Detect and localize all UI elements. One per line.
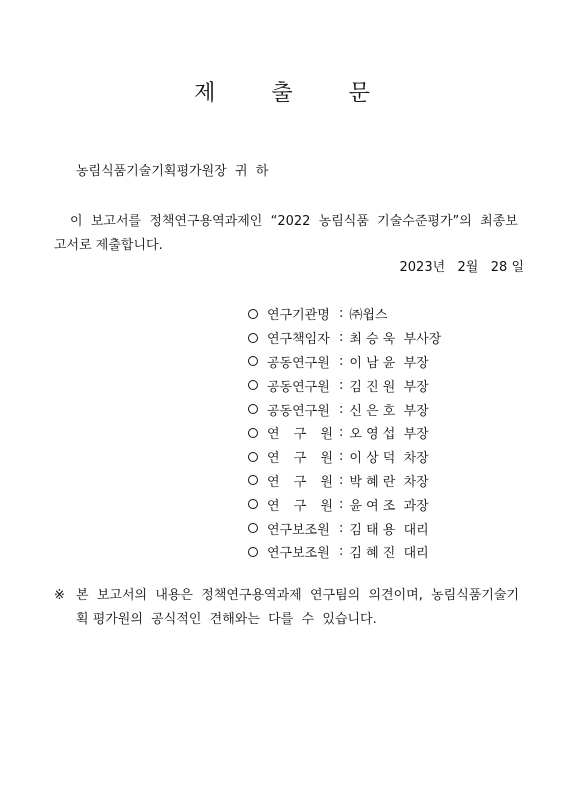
staff-row [248,492,441,516]
addressee-line: 농림식품기술기획평가원장 귀 하 [76,164,269,179]
circle-bullet-icon [248,404,258,414]
staff-value: ㈜윕스 [349,308,388,324]
staff-role: 연구보조원 [267,546,330,562]
reference-mark-icon: ※ [54,588,65,603]
staff-separator: : [339,449,344,465]
circle-bullet-icon [248,452,258,462]
staff-value: 김 진 원 부장 [349,379,429,395]
staff-value: 오 영 섭 부장 [349,427,429,443]
staff-separator: : [339,425,344,441]
circle-bullet-icon [248,309,258,319]
staff-separator: : [339,496,344,512]
staff-separator: : [339,377,344,393]
staff-row [248,421,441,445]
submission-statement: 이 보고서를 정책연구용역과제인 “2022 농림식품 기술수준평가”의 최종보고서로 제출합니다. [54,214,518,253]
staff-row [248,373,441,397]
staff-value: 김 혜 진 대리 [349,546,429,562]
staff-value: 박 혜 란 차장 [349,474,429,490]
circle-bullet-icon [248,499,258,509]
staff-separator: : [339,472,344,488]
staff-row [248,540,441,564]
staff-value: 윤 여 조 과장 [349,498,429,514]
circle-bullet-icon [248,547,258,557]
staff-row [248,516,441,540]
staff-role: 연구책임자 [267,332,330,348]
staff-role: 연 구 원 [267,498,333,514]
staff-value: 김 태 용 대리 [349,522,429,538]
circle-bullet-icon [248,428,258,438]
staff-value: 신 은 호 부장 [349,403,429,419]
staff-separator: : [339,520,344,536]
staff-separator: : [339,306,344,322]
staff-role: 공동연구원 [267,379,330,395]
staff-row [248,469,441,493]
staff-role: 연 구 원 [267,474,333,490]
staff-row [248,302,441,326]
staff-value: 이 상 덕 차장 [349,451,429,467]
staff-separator: : [339,353,344,369]
circle-bullet-icon [248,356,258,366]
staff-row [248,326,441,350]
circle-bullet-icon [248,380,258,390]
disclaimer-text: 본 보고서의 내용은 정책연구용역과제 연구팀의 의견이며, 농림식품기술기획 평가원의 공식적인 견해와는 다를 수 있습니다. [76,588,520,627]
staff-role: 연 구 원 [267,451,333,467]
research-staff-list [248,302,441,564]
staff-separator: : [339,330,344,346]
staff-row [248,397,441,421]
staff-value: 이 남 윤 부장 [349,355,429,371]
disclaimer-note [54,584,524,632]
staff-value: 최 승 욱 부사장 [349,332,442,348]
staff-role: 연구보조원 [267,522,330,538]
circle-bullet-icon [248,475,258,485]
staff-role: 공동연구원 [267,403,330,419]
document-title: 제 출 문 [194,81,372,106]
staff-role: 연 구 원 [267,427,333,443]
staff-row [248,445,441,469]
staff-role: 공동연구원 [267,355,330,371]
staff-role: 연구기관명 [267,308,330,324]
staff-separator: : [339,544,344,560]
circle-bullet-icon [248,333,258,343]
staff-row [248,350,441,374]
staff-separator: : [339,401,344,417]
circle-bullet-icon [248,523,258,533]
submission-date: 2023년 2월 28 일 [399,260,524,275]
